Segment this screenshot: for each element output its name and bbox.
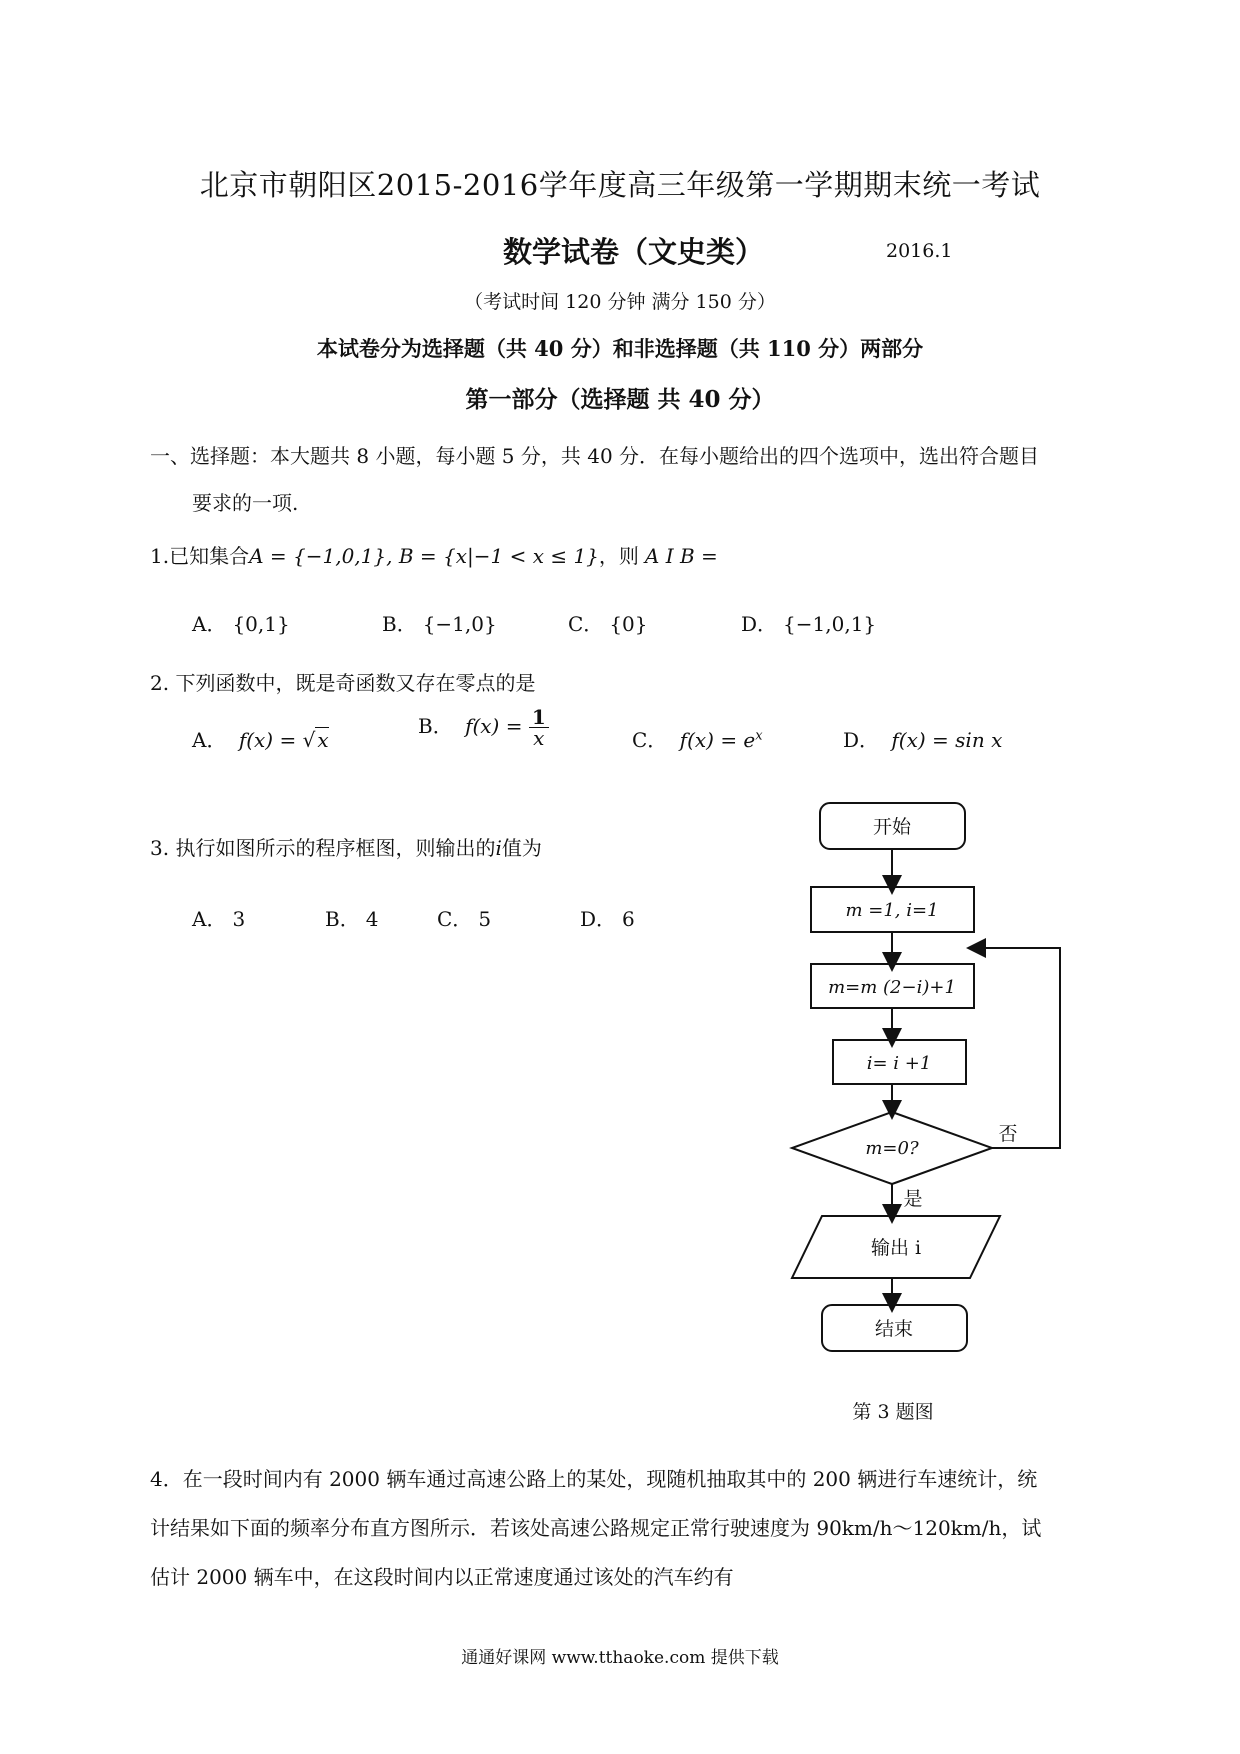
q2-option-a-radicand: x [317, 728, 329, 752]
q2-option-d-label: D． [843, 728, 880, 752]
exam-structure: 本试卷分为选择题（共 40 分）和非选择题（共 110 分）两部分 [316, 336, 924, 361]
q2-option-b [418, 707, 549, 748]
q3-option-c [437, 903, 491, 932]
flowchart-yes-label: 是 [903, 1188, 923, 1210]
part-title: 第一部分（选择题 共 40 分） [465, 386, 775, 413]
q1-tail: A I B = [644, 544, 718, 568]
q2-option-a [192, 724, 329, 753]
q1-option-a-value: {0,1} [232, 612, 290, 636]
flowchart-condition-text: m=0? [865, 1138, 919, 1159]
flowchart-start-text: 开始 [872, 816, 912, 838]
q1-option-b-value: {−1,0} [422, 612, 497, 636]
flow-no-loop-arrow [976, 948, 1060, 1148]
section-instructions-line2: 要求的一项. [192, 491, 299, 515]
q3-var: i [495, 836, 502, 860]
exam-subtitle: 数学试卷（文史类） [503, 235, 765, 269]
q1-math: A = {−1,0,1}, B = {x|−1 < x ≤ 1} [249, 544, 599, 568]
q1-option-d [741, 608, 876, 637]
q2-option-b-label: B． [418, 714, 453, 738]
q2-option-b-lhs: f(x) = [465, 714, 523, 738]
question-2-stem: 2. 下列函数中，既是奇函数又存在零点的是 [150, 671, 536, 695]
flowchart-end-text: 结束 [874, 1318, 914, 1340]
q3-option-c-label: C． [437, 907, 473, 931]
q3-option-b-value: 4 [365, 907, 379, 931]
q3-suffix: 值为 [501, 836, 542, 860]
q3-option-b [325, 903, 378, 932]
sqrt-symbol: √ x [302, 728, 329, 752]
flowchart-caption: 第 3 题图 [852, 1401, 934, 1423]
flowchart [780, 790, 1100, 1430]
q1-option-d-value: {−1,0,1} [783, 612, 877, 636]
exam-info: （考试时间 120 分钟 满分 150 分） [464, 291, 776, 313]
q1-option-c-label: C． [568, 612, 604, 636]
q2-option-c-lhs: f(x) = e [679, 728, 756, 752]
q3-option-d-value: 6 [622, 907, 635, 931]
flowchart-update-m-text: m=m (2−i)+1 [828, 977, 956, 998]
q3-option-d-label: D． [580, 907, 617, 931]
q2-option-a-lhs: f(x) = [238, 728, 297, 752]
question-1-stem [150, 540, 718, 569]
question-4-line3: 估计 2000 辆车中，在这段时间内以正常速度通过该处的汽车约有 [150, 1565, 734, 1589]
q1-option-c [568, 608, 648, 637]
fraction-numerator: 1 [529, 707, 549, 728]
section-instructions-line1: 一、选择题：本大题共 8 小题，每小题 5 分，共 40 分．在每小题给出的四个选项中，选出符合题目 [150, 444, 1040, 468]
q2-option-d-lhs: f(x) = sin x [891, 728, 1003, 752]
q1-option-a [192, 608, 290, 637]
q1-option-a-label: A． [192, 612, 227, 636]
q1-option-d-label: D． [741, 612, 778, 636]
q3-option-a-label: A． [192, 907, 227, 931]
question-4-line2: 计结果如下面的频率分布直方图所示．若该处高速公路规定正常行驶速度为 90km/h～120km/h，试 [150, 1516, 1042, 1540]
page-footer: 通通好课网 www.tthaoke.com 提供下载 [461, 1648, 779, 1668]
q3-option-a-value: 3 [232, 907, 246, 931]
q2-option-b-fraction [529, 707, 549, 748]
q2-option-c-exponent: x [755, 728, 763, 744]
q2-option-a-label: A． [192, 728, 227, 752]
q2-option-c [632, 724, 763, 753]
q1-suffix: ，则 [598, 544, 639, 568]
q3-option-b-label: B． [325, 907, 360, 931]
exam-title: 北京市朝阳区2015-2016学年度高三年级第一学期期末统一考试 [199, 168, 1041, 202]
q1-prefix: 1.已知集合 [150, 544, 250, 568]
q3-option-a [192, 903, 245, 932]
q1-option-c-value: {0} [609, 612, 648, 636]
q3-prefix: 3. 执行如图所示的程序框图，则输出的 [150, 836, 496, 860]
q3-option-c-value: 5 [478, 907, 492, 931]
q1-option-b-label: B． [382, 612, 417, 636]
question-4-line1: 4．在一段时间内有 2000 辆车通过高速公路上的某处，现随机抽取其中的 200 辆进行车速统计，统 [150, 1467, 1038, 1491]
flowchart-init-text: m =1, i=1 [845, 900, 939, 921]
question-3-stem [150, 832, 542, 861]
q3-option-d [580, 903, 635, 932]
q2-option-d [843, 724, 1002, 753]
exam-date: 2016.1 [886, 240, 953, 262]
q1-option-b [382, 608, 497, 637]
flowchart-output-text: 输出 i [870, 1237, 922, 1259]
flowchart-no-label: 否 [998, 1123, 1018, 1145]
fraction-denominator: x [533, 726, 545, 750]
q2-option-c-label: C． [632, 728, 668, 752]
flowchart-update-i-text: i= i +1 [866, 1053, 932, 1074]
